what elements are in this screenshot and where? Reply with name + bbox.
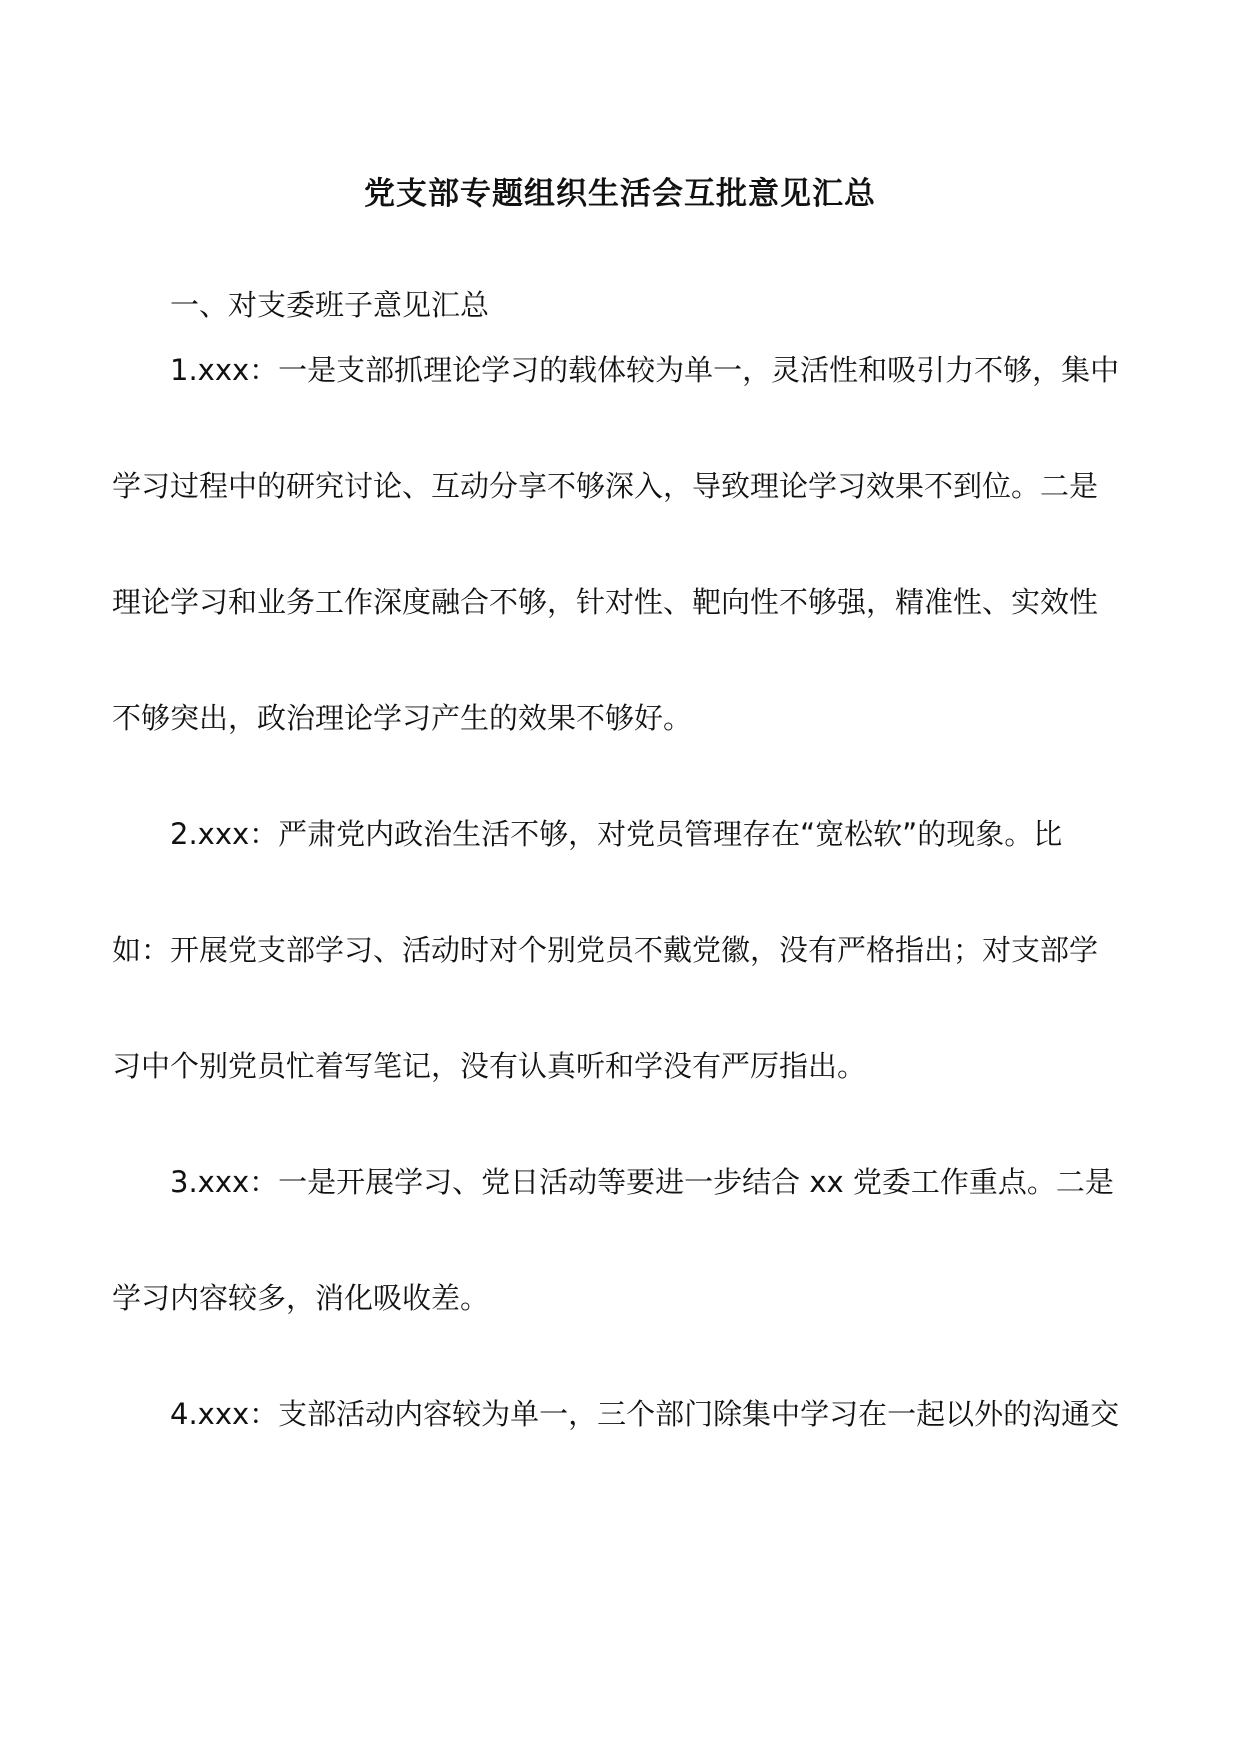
paragraph-line: 理论学习和业务工作深度融合不够，针对性、靶向性不够强，精准性、实效性 bbox=[112, 585, 1099, 619]
paragraph-line: 学习内容较多，消化吸收差。 bbox=[112, 1281, 490, 1315]
paragraph-line: 习中个别党员忙着写笔记，没有认真听和学没有严厉指出。 bbox=[112, 1049, 867, 1083]
paragraph-line: 3.xxx：一是开展学习、党日活动等要进一步结合 xx 党委工作重点。二是 bbox=[170, 1165, 1114, 1199]
paragraph-line: 2.xxx：严肃党内政治生活不够，对党员管理存在“宽松软”的现象。比 bbox=[170, 817, 1063, 851]
paragraph-line: 4.xxx：支部活动内容较为单一，三个部门除集中学习在一起以外的沟通交 bbox=[170, 1397, 1120, 1431]
paragraph-line: 学习过程中的研究讨论、互动分享不够深入，导致理论学习效果不到位。二是 bbox=[112, 469, 1099, 503]
paragraph-line: 不够突出，政治理论学习产生的效果不够好。 bbox=[112, 701, 693, 735]
paragraph-line: 如：开展党支部学习、活动时对个别党员不戴党徽，没有严格指出；对支部学 bbox=[112, 933, 1099, 967]
section-heading: 一、对支委班子意见汇总 bbox=[170, 288, 490, 322]
document-title: 党支部专题组织生活会互批意见汇总 bbox=[364, 176, 876, 212]
paragraph-line: 1.xxx：一是支部抓理论学习的载体较为单一，灵活性和吸引力不够，集中 bbox=[170, 353, 1120, 387]
